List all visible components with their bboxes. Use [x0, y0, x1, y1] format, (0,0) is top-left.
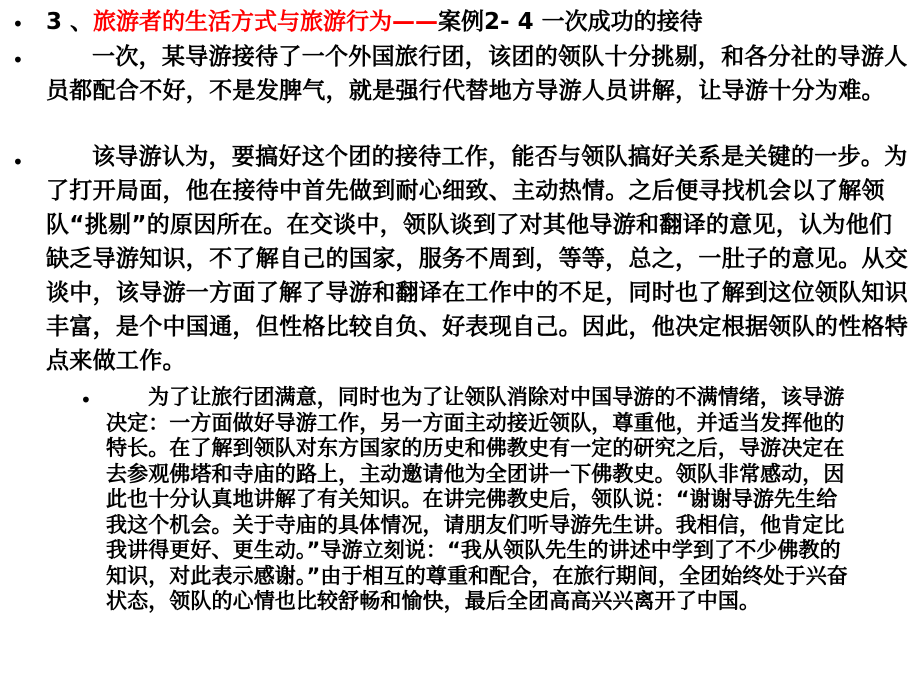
- bullet-marker: •: [12, 12, 24, 36]
- paragraph-analysis: 该导游认为，要搞好这个团的接待工作，能否与领队搞好关系是关键的一步。为了打开局面，他在接待中首先做到耐心细致、主动热情。之后便寻找机会以了解领队“挑剔”的原因所在。在交谈中，领队谈到了对其他导游和翻译的意见，认为他们缺乏导游知识，不了解自己的国家，服务不周到，等等，总之，一肚子的意见。从交谈中，该导游一方面了解了导游和翻译在工作中的不足，同时也了解到这位领队知识丰富，是个中国通，但性格比较自负、好表现自己。因此，他决定根据领队的性格特点来做工作。: [46, 144, 909, 374]
- section-topic: 旅游者的生活方式与旅游行为: [93, 9, 393, 35]
- slide-heading: [46, 8, 906, 36]
- bullet-marker: •: [12, 48, 24, 72]
- section-separator: 、: [62, 9, 94, 35]
- section-number: 3: [46, 9, 63, 35]
- paragraph-intro: 一次，某导游接待了一个外国旅行团，该团的领队十分挑剔，和各分社的导游人员都配合不好，不是发脾气，就是强行代替地方导游人员讲解，让导游十分为难。: [46, 44, 908, 104]
- case-label: 案例2- 4: [438, 9, 534, 35]
- bullet-marker: •: [12, 150, 24, 174]
- bullet-marker: •: [80, 388, 92, 412]
- case-title: 一次成功的接待: [533, 9, 703, 35]
- topic-dash: ——: [392, 9, 439, 35]
- paragraph-resolution: 为了让旅行团满意，同时也为了让领队消除对中国导游的不满情绪，该导游决定：一方面做好导游工作，另一方面主动接近领队，尊重他，并适当发挥他的特长。在了解到领队对东方国家的历史和佛教史有一定的研究之后，导游决定在去参观佛塔和寺庙的路上，主动邀请他为全团讲一下佛教史。领队非常感动，因此也十分认真地讲解了有关知识。在讲完佛教史后，领队说：“谢谢导游先生给我这个机会。关于寺庙的具体情况，请朋友们听导游先生讲。我相信，他肯定比我讲得更好、更生动。”导游立刻说：“我从领队先生的讲述中学到了不少佛教的知识，对此表示感谢。”由于相互的尊重和配合，在旅行期间，全团始终处于兴奋状态，领队的心情也比较舒畅和愉快，最后全团高高兴兴离开了中国。: [106, 385, 848, 613]
